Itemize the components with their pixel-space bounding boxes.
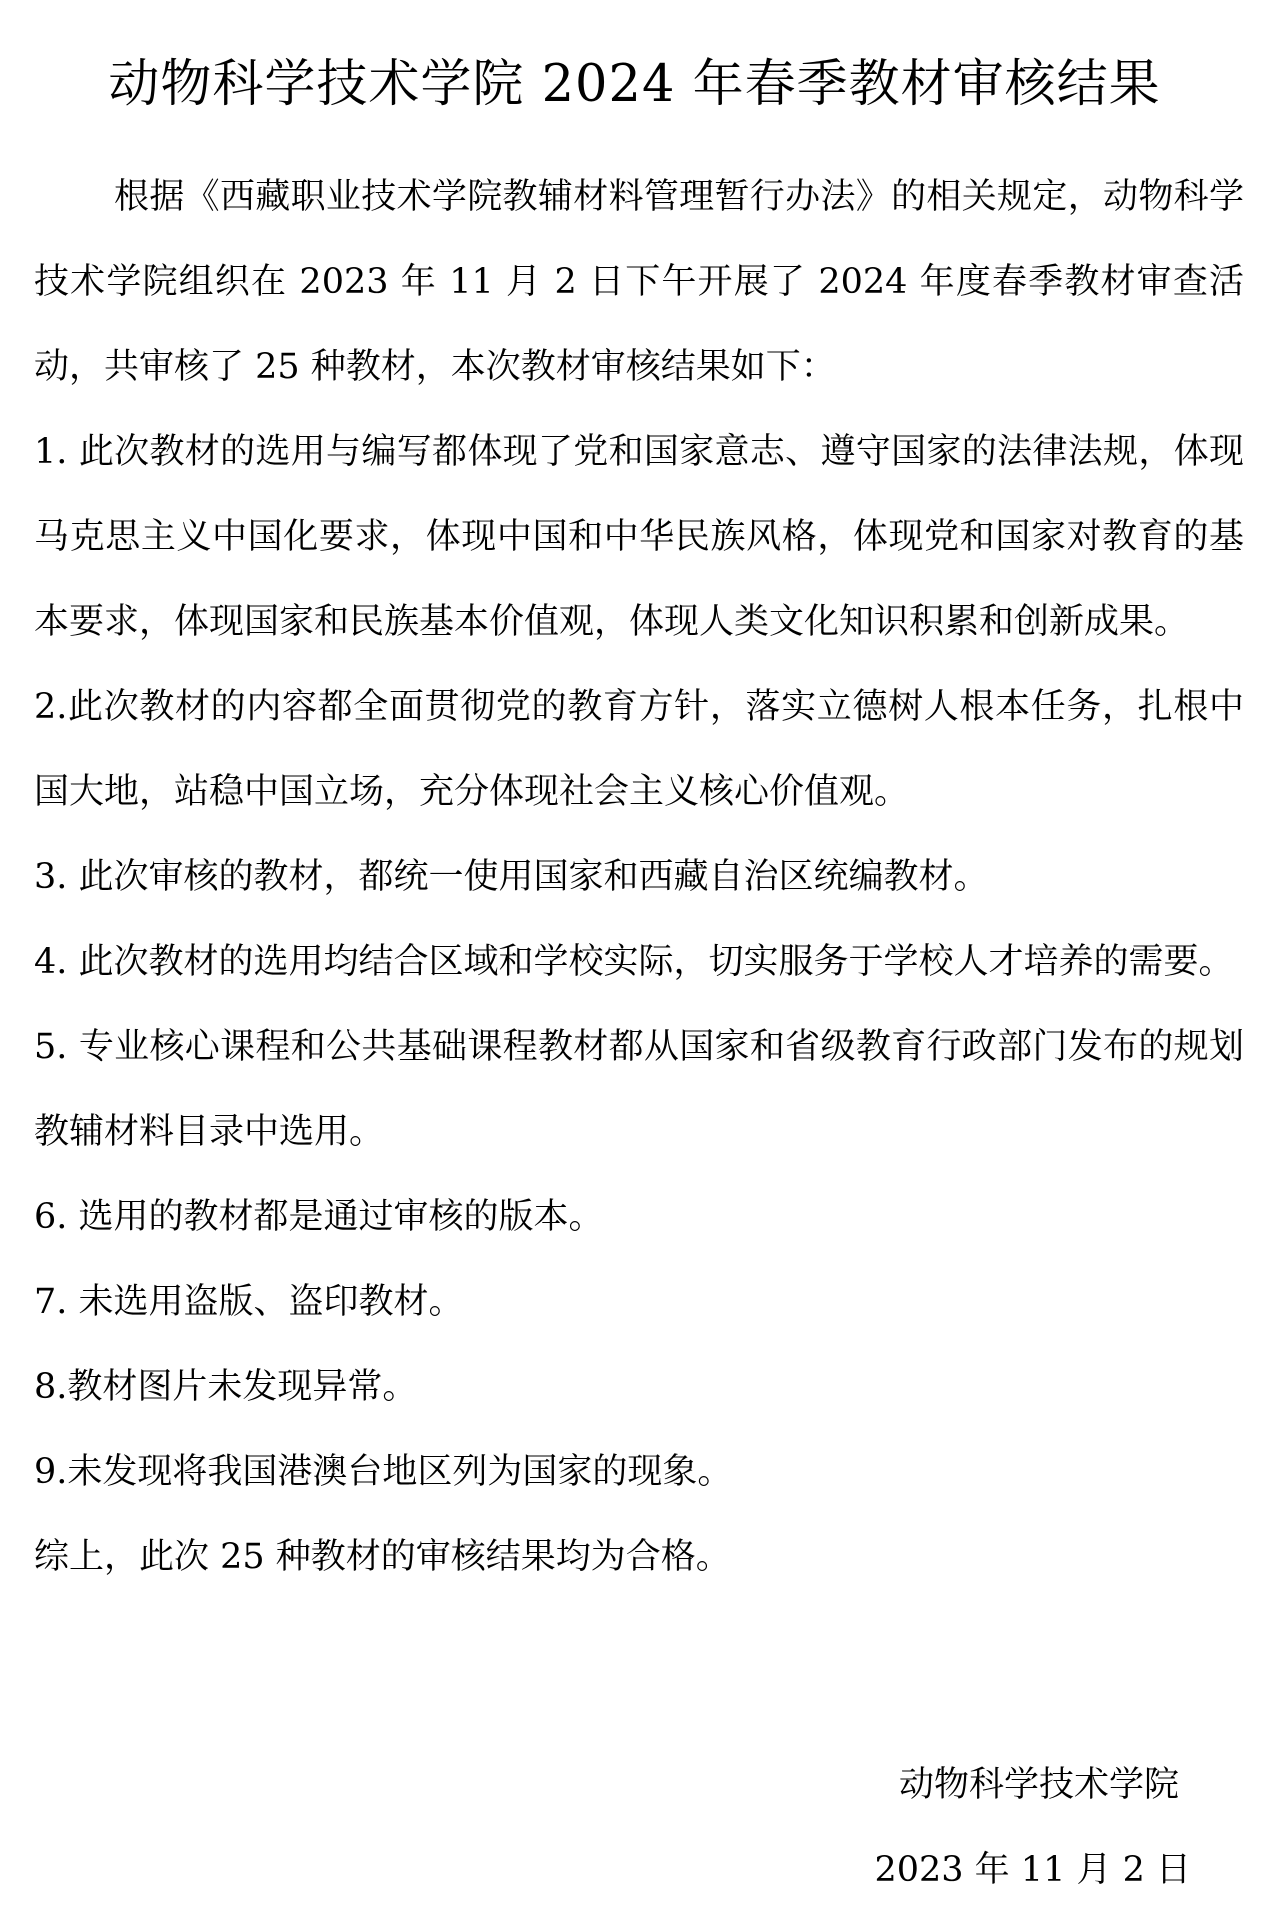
- result-item-1: 1. 此次教材的选用与编写都体现了党和国家意志、遵守国家的法律法规，体现马克思主义中国化要求，体现中国和中华民族风格，体现党和国家对教育的基本要求，体现国家和民族基本价值观，体现人类文化知识积累和创新成果。: [34, 432, 1244, 642]
- result-item-8: 8.教材图片未发现异常。: [34, 1367, 418, 1407]
- document-body: [34, 155, 1244, 1600]
- result-item-5: 5. 专业核心课程和公共基础课程教材都从国家和省级教育行政部门发布的规划教辅材料目录中选用。: [34, 1027, 1244, 1152]
- result-item-6: 6. 选用的教材都是通过审核的版本。: [34, 1197, 604, 1237]
- result-item-2: 2.此次教材的内容都全面贯彻党的教育方针，落实立德树人根本任务，扎根中国大地，站稳中国立场，充分体现社会主义核心价值观。: [34, 687, 1244, 812]
- result-item-3: 3. 此次审核的教材，都统一使用国家和西藏自治区统编教材。: [34, 857, 989, 897]
- intro-paragraph: 根据《西藏职业技术学院教辅材料管理暂行办法》的相关规定，动物科学技术学院组织在 2023 年 11 月 2 日下午开展了 2024 年度春季教材审查活动，共审核了 25 种教材，本次教材审核结果如下：: [34, 177, 1244, 387]
- result-item-4: 4. 此次教材的选用均结合区域和学校实际，切实服务于学校人才培养的需要。: [34, 942, 1234, 982]
- signature-date: 2023 年 11 月 2 日: [874, 1850, 1191, 1890]
- result-item-9: 9.未发现将我国港澳台地区列为国家的现象。: [34, 1452, 733, 1492]
- result-item-7: 7. 未选用盗版、盗印教材。: [34, 1282, 464, 1322]
- conclusion-paragraph: 综上，此次 25 种教材的审核结果均为合格。: [34, 1537, 731, 1577]
- document-title: 动物科学技术学院 2024 年春季教材审核结果: [108, 55, 1161, 114]
- signature-block: [874, 1743, 1191, 1913]
- signature-organization: 动物科学技术学院: [898, 1765, 1179, 1805]
